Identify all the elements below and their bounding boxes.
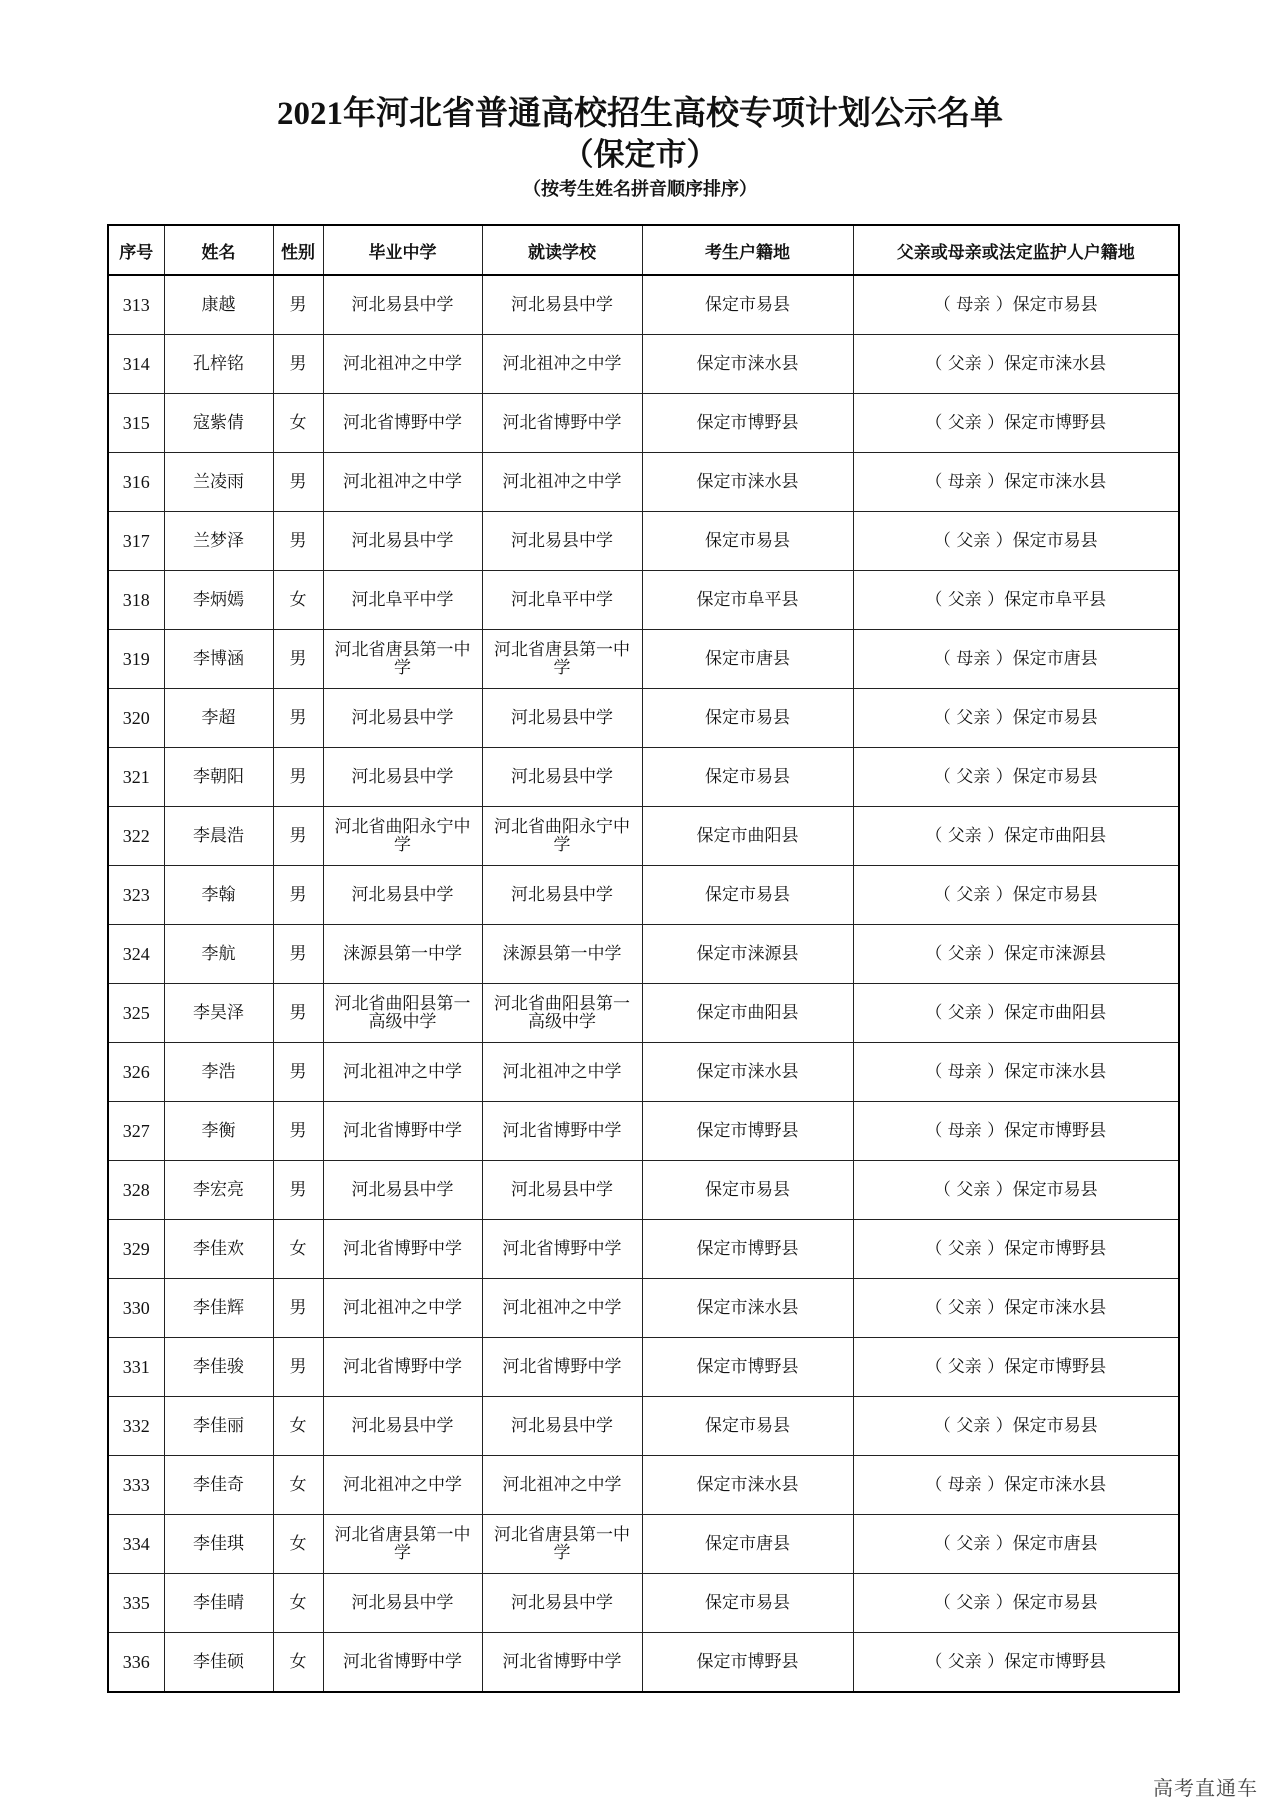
cell-student-domicile: 保定市曲阳县	[642, 807, 853, 866]
cell-current-school: 河北省曲阳永宁中学	[482, 807, 642, 866]
cell-current-school: 河北易县中学	[482, 1397, 642, 1456]
table-row	[108, 984, 1179, 1043]
cell-name: 李佳硕	[164, 1633, 273, 1693]
cell-index: 320	[108, 689, 164, 748]
cell-student-domicile: 保定市唐县	[642, 1515, 853, 1574]
cell-name: 李佳奇	[164, 1456, 273, 1515]
cell-gender: 男	[273, 807, 323, 866]
cell-name: 兰凌雨	[164, 453, 273, 512]
cell-gender: 男	[273, 1043, 323, 1102]
table-row	[108, 1220, 1179, 1279]
cell-student-domicile: 保定市博野县	[642, 1102, 853, 1161]
cell-gender: 女	[273, 1515, 323, 1574]
cell-graduation-school: 河北省曲阳永宁中学	[323, 807, 482, 866]
cell-index: 322	[108, 807, 164, 866]
cell-current-school: 涞源县第一中学	[482, 925, 642, 984]
cell-graduation-school: 河北省唐县第一中学	[323, 1515, 482, 1574]
table-row	[108, 1043, 1179, 1102]
cell-guardian-domicile: （ 父亲 ）保定市易县	[853, 512, 1179, 571]
cell-guardian-domicile: （ 父亲 ）保定市唐县	[853, 1515, 1179, 1574]
cell-current-school: 河北阜平中学	[482, 571, 642, 630]
watermark-logo-text: 高考直通车	[1153, 1776, 1258, 1800]
cell-guardian-domicile: （ 母亲 ）保定市涞水县	[853, 453, 1179, 512]
cell-current-school: 河北省博野中学	[482, 1338, 642, 1397]
table-row	[108, 866, 1179, 925]
header-gender: 性别	[273, 225, 323, 275]
cell-graduation-school: 河北祖冲之中学	[323, 1279, 482, 1338]
cell-graduation-school: 河北祖冲之中学	[323, 335, 482, 394]
cell-guardian-domicile: （ 父亲 ）保定市易县	[853, 1161, 1179, 1220]
cell-guardian-domicile: （ 父亲 ）保定市涞源县	[853, 925, 1179, 984]
cell-index: 315	[108, 394, 164, 453]
cell-guardian-domicile: （ 父亲 ）保定市博野县	[853, 1220, 1179, 1279]
cell-graduation-school: 河北易县中学	[323, 512, 482, 571]
cell-guardian-domicile: （ 父亲 ）保定市曲阳县	[853, 807, 1179, 866]
cell-name: 李佳琪	[164, 1515, 273, 1574]
cell-index: 318	[108, 571, 164, 630]
table-row	[108, 394, 1179, 453]
roster-table	[107, 224, 1180, 1693]
cell-graduation-school: 河北省曲阳县第一高级中学	[323, 984, 482, 1043]
cell-student-domicile: 保定市博野县	[642, 394, 853, 453]
cell-student-domicile: 保定市涞水县	[642, 1456, 853, 1515]
cell-student-domicile: 保定市博野县	[642, 1633, 853, 1693]
cell-gender: 男	[273, 335, 323, 394]
cell-index: 316	[108, 453, 164, 512]
cell-gender: 男	[273, 925, 323, 984]
cell-student-domicile: 保定市阜平县	[642, 571, 853, 630]
cell-name: 李朝阳	[164, 748, 273, 807]
cell-graduation-school: 涞源县第一中学	[323, 925, 482, 984]
cell-index: 321	[108, 748, 164, 807]
cell-current-school: 河北省博野中学	[482, 1220, 642, 1279]
cell-student-domicile: 保定市博野县	[642, 1220, 853, 1279]
table-row	[108, 571, 1179, 630]
cell-guardian-domicile: （ 父亲 ）保定市曲阳县	[853, 984, 1179, 1043]
cell-current-school: 河北祖冲之中学	[482, 335, 642, 394]
cell-guardian-domicile: （ 父亲 ）保定市涞水县	[853, 335, 1179, 394]
cell-current-school: 河北祖冲之中学	[482, 1279, 642, 1338]
cell-name: 李超	[164, 689, 273, 748]
cell-guardian-domicile: （ 父亲 ）保定市博野县	[853, 1338, 1179, 1397]
cell-guardian-domicile: （ 母亲 ）保定市涞水县	[853, 1456, 1179, 1515]
cell-guardian-domicile: （ 母亲 ）保定市涞水县	[853, 1043, 1179, 1102]
table-row	[108, 512, 1179, 571]
cell-name: 李昊泽	[164, 984, 273, 1043]
cell-current-school: 河北易县中学	[482, 275, 642, 335]
document-title: 2021年河北省普通高校招生高校专项计划公示名单	[277, 96, 1003, 132]
cell-gender: 女	[273, 571, 323, 630]
cell-graduation-school: 河北易县中学	[323, 748, 482, 807]
header-student-domicile: 考生户籍地	[642, 225, 853, 275]
cell-index: 333	[108, 1456, 164, 1515]
cell-index: 327	[108, 1102, 164, 1161]
cell-guardian-domicile: （ 父亲 ）保定市易县	[853, 866, 1179, 925]
cell-gender: 男	[273, 1161, 323, 1220]
cell-guardian-domicile: （ 父亲 ）保定市易县	[853, 1574, 1179, 1633]
table-row	[108, 925, 1179, 984]
cell-graduation-school: 河北易县中学	[323, 1161, 482, 1220]
cell-graduation-school: 河北祖冲之中学	[323, 1043, 482, 1102]
cell-gender: 男	[273, 453, 323, 512]
cell-current-school: 河北祖冲之中学	[482, 1043, 642, 1102]
cell-name: 李炳嫣	[164, 571, 273, 630]
cell-name: 孔梓铭	[164, 335, 273, 394]
cell-graduation-school: 河北易县中学	[323, 866, 482, 925]
table-row	[108, 1633, 1179, 1693]
cell-gender: 男	[273, 630, 323, 689]
cell-name: 李佳晴	[164, 1574, 273, 1633]
cell-current-school: 河北省博野中学	[482, 1102, 642, 1161]
cell-gender: 男	[273, 512, 323, 571]
table-row	[108, 1102, 1179, 1161]
cell-graduation-school: 河北易县中学	[323, 689, 482, 748]
cell-graduation-school: 河北省博野中学	[323, 394, 482, 453]
cell-gender: 女	[273, 394, 323, 453]
cell-gender: 男	[273, 689, 323, 748]
cell-current-school: 河北省唐县第一中学	[482, 1515, 642, 1574]
cell-gender: 男	[273, 748, 323, 807]
cell-student-domicile: 保定市涞水县	[642, 453, 853, 512]
cell-student-domicile: 保定市博野县	[642, 1338, 853, 1397]
cell-student-domicile: 保定市涞水县	[642, 1043, 853, 1102]
cell-name: 李晨浩	[164, 807, 273, 866]
cell-guardian-domicile: （ 母亲 ）保定市易县	[853, 275, 1179, 335]
document-subtitle: （保定市）	[562, 137, 718, 172]
cell-current-school: 河北省唐县第一中学	[482, 630, 642, 689]
cell-index: 326	[108, 1043, 164, 1102]
cell-student-domicile: 保定市曲阳县	[642, 984, 853, 1043]
cell-name: 李航	[164, 925, 273, 984]
cell-index: 336	[108, 1633, 164, 1693]
cell-guardian-domicile: （ 父亲 ）保定市易县	[853, 748, 1179, 807]
cell-guardian-domicile: （ 父亲 ）保定市博野县	[853, 1633, 1179, 1693]
cell-gender: 男	[273, 1279, 323, 1338]
header-name: 姓名	[164, 225, 273, 275]
cell-graduation-school: 河北省博野中学	[323, 1633, 482, 1693]
cell-student-domicile: 保定市唐县	[642, 630, 853, 689]
cell-gender: 女	[273, 1456, 323, 1515]
cell-current-school: 河北祖冲之中学	[482, 1456, 642, 1515]
cell-index: 328	[108, 1161, 164, 1220]
cell-graduation-school: 河北省博野中学	[323, 1338, 482, 1397]
cell-name: 李宏亮	[164, 1161, 273, 1220]
header-graduation-school: 毕业中学	[323, 225, 482, 275]
cell-name: 李佳骏	[164, 1338, 273, 1397]
table-row	[108, 689, 1179, 748]
cell-gender: 女	[273, 1397, 323, 1456]
cell-graduation-school: 河北省唐县第一中学	[323, 630, 482, 689]
header-row	[108, 225, 1179, 275]
cell-gender: 男	[273, 866, 323, 925]
cell-graduation-school: 河北易县中学	[323, 1397, 482, 1456]
cell-name: 李衡	[164, 1102, 273, 1161]
cell-gender: 女	[273, 1574, 323, 1633]
table-row	[108, 275, 1179, 335]
cell-index: 329	[108, 1220, 164, 1279]
header-index: 序号	[108, 225, 164, 275]
cell-gender: 男	[273, 1338, 323, 1397]
cell-guardian-domicile: （ 父亲 ）保定市易县	[853, 689, 1179, 748]
table-row	[108, 1338, 1179, 1397]
cell-current-school: 河北易县中学	[482, 866, 642, 925]
table-row	[108, 630, 1179, 689]
cell-index: 331	[108, 1338, 164, 1397]
cell-gender: 女	[273, 1220, 323, 1279]
cell-graduation-school: 河北阜平中学	[323, 571, 482, 630]
cell-current-school: 河北易县中学	[482, 689, 642, 748]
cell-current-school: 河北易县中学	[482, 1574, 642, 1633]
cell-graduation-school: 河北祖冲之中学	[323, 1456, 482, 1515]
table-row	[108, 1279, 1179, 1338]
cell-guardian-domicile: （ 父亲 ）保定市阜平县	[853, 571, 1179, 630]
cell-graduation-school: 河北易县中学	[323, 275, 482, 335]
cell-student-domicile: 保定市易县	[642, 1161, 853, 1220]
cell-name: 李佳辉	[164, 1279, 273, 1338]
cell-student-domicile: 保定市涞水县	[642, 1279, 853, 1338]
cell-gender: 男	[273, 1102, 323, 1161]
cell-index: 334	[108, 1515, 164, 1574]
cell-student-domicile: 保定市涞水县	[642, 335, 853, 394]
cell-current-school: 河北省博野中学	[482, 394, 642, 453]
cell-name: 李浩	[164, 1043, 273, 1102]
cell-index: 332	[108, 1397, 164, 1456]
cell-name: 李佳丽	[164, 1397, 273, 1456]
cell-index: 325	[108, 984, 164, 1043]
table-row	[108, 748, 1179, 807]
table-row	[108, 807, 1179, 866]
cell-index: 330	[108, 1279, 164, 1338]
table-row	[108, 453, 1179, 512]
cell-guardian-domicile: （ 母亲 ）保定市唐县	[853, 630, 1179, 689]
cell-student-domicile: 保定市易县	[642, 1574, 853, 1633]
cell-graduation-school: 河北祖冲之中学	[323, 453, 482, 512]
cell-name: 兰梦泽	[164, 512, 273, 571]
cell-gender: 男	[273, 275, 323, 335]
cell-student-domicile: 保定市易县	[642, 689, 853, 748]
cell-current-school: 河北易县中学	[482, 748, 642, 807]
cell-name: 康越	[164, 275, 273, 335]
cell-index: 335	[108, 1574, 164, 1633]
cell-graduation-school: 河北省博野中学	[323, 1102, 482, 1161]
cell-current-school: 河北省博野中学	[482, 1633, 642, 1693]
table-row	[108, 1574, 1179, 1633]
cell-name: 寇紫倩	[164, 394, 273, 453]
cell-guardian-domicile: （ 母亲 ）保定市博野县	[853, 1102, 1179, 1161]
table-row	[108, 1515, 1179, 1574]
cell-index: 323	[108, 866, 164, 925]
cell-current-school: 河北易县中学	[482, 512, 642, 571]
table-row	[108, 1397, 1179, 1456]
table-row	[108, 1456, 1179, 1515]
cell-graduation-school: 河北易县中学	[323, 1574, 482, 1633]
cell-student-domicile: 保定市易县	[642, 275, 853, 335]
cell-gender: 女	[273, 1633, 323, 1693]
cell-current-school: 河北祖冲之中学	[482, 453, 642, 512]
cell-current-school: 河北省曲阳县第一高级中学	[482, 984, 642, 1043]
cell-index: 319	[108, 630, 164, 689]
cell-student-domicile: 保定市易县	[642, 1397, 853, 1456]
cell-graduation-school: 河北省博野中学	[323, 1220, 482, 1279]
cell-index: 313	[108, 275, 164, 335]
cell-student-domicile: 保定市易县	[642, 748, 853, 807]
cell-guardian-domicile: （ 父亲 ）保定市博野县	[853, 394, 1179, 453]
cell-name: 李博涵	[164, 630, 273, 689]
cell-guardian-domicile: （ 父亲 ）保定市易县	[853, 1397, 1179, 1456]
cell-name: 李佳欢	[164, 1220, 273, 1279]
cell-index: 317	[108, 512, 164, 571]
cell-index: 324	[108, 925, 164, 984]
roster-body	[108, 275, 1179, 1692]
header-current-school: 就读学校	[482, 225, 642, 275]
cell-student-domicile: 保定市易县	[642, 866, 853, 925]
header-guardian-domicile: 父亲或母亲或法定监护人户籍地	[853, 225, 1179, 275]
sort-note: （按考生姓名拼音顺序排序）	[523, 179, 757, 200]
cell-index: 314	[108, 335, 164, 394]
cell-name: 李翰	[164, 866, 273, 925]
cell-student-domicile: 保定市易县	[642, 512, 853, 571]
cell-guardian-domicile: （ 父亲 ）保定市涞水县	[853, 1279, 1179, 1338]
table-row	[108, 335, 1179, 394]
cell-current-school: 河北易县中学	[482, 1161, 642, 1220]
table-row	[108, 1161, 1179, 1220]
cell-student-domicile: 保定市涞源县	[642, 925, 853, 984]
cell-gender: 男	[273, 984, 323, 1043]
